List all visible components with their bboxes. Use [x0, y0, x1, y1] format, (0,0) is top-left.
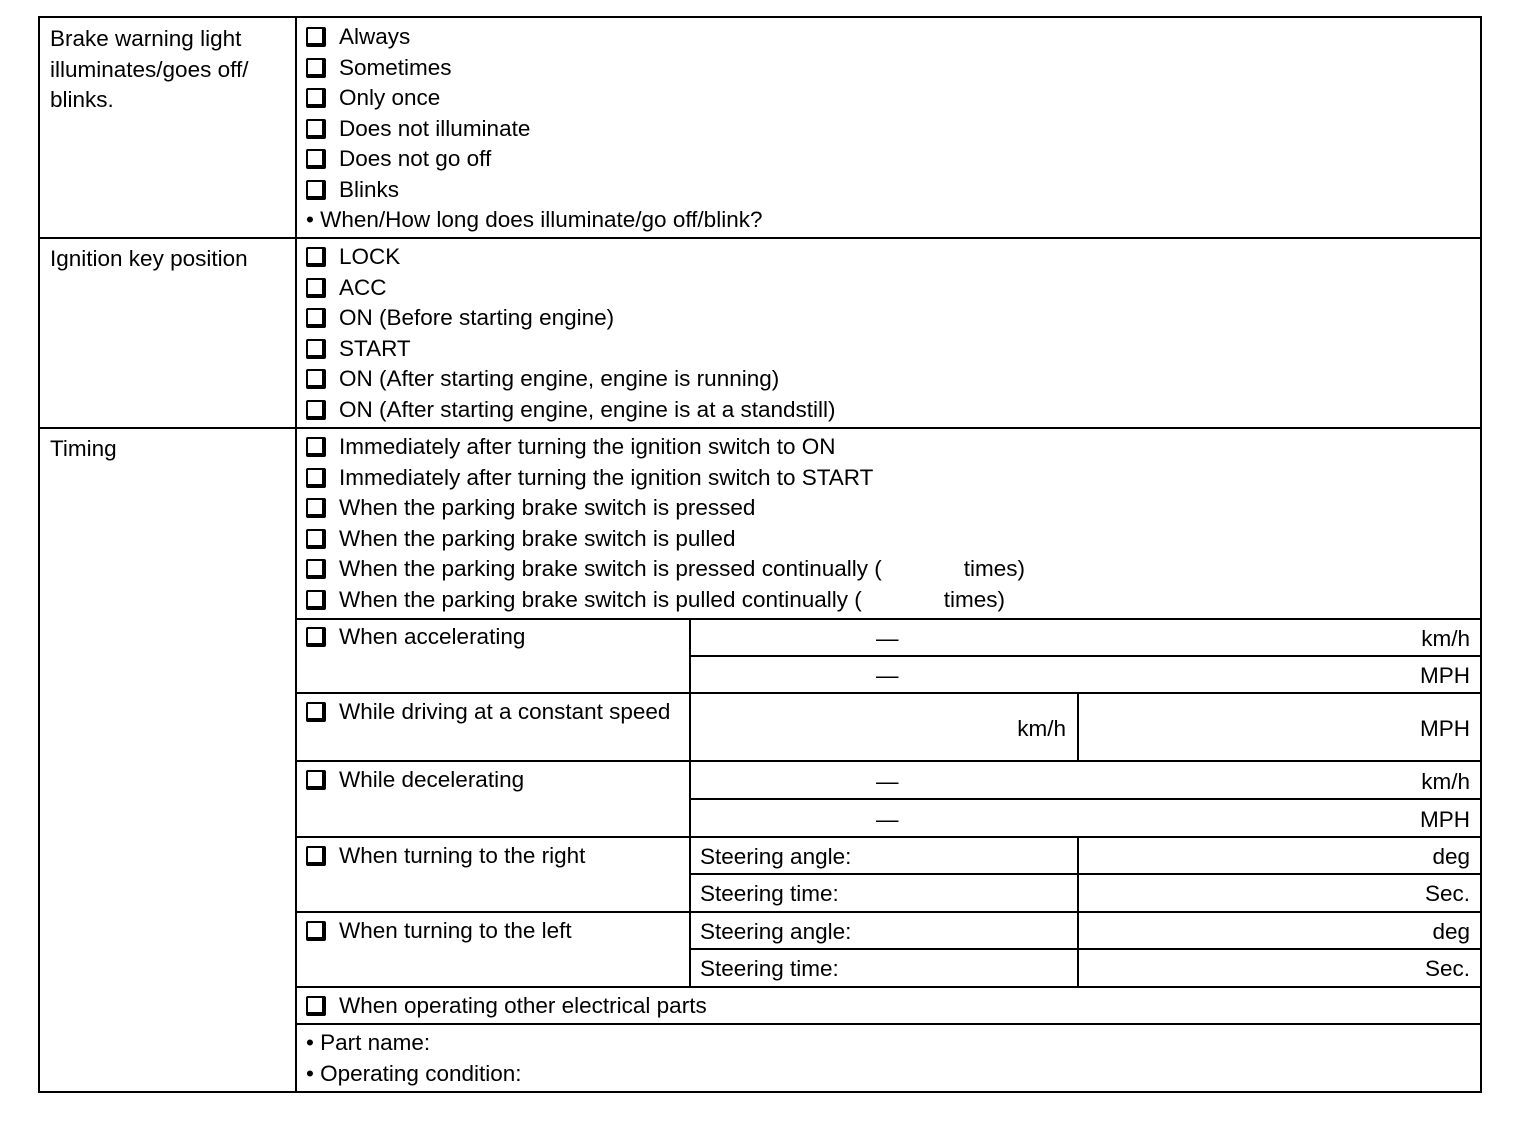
decelerating-dash-kmh: —: [876, 769, 899, 794]
decelerating-row[interactable]: While decelerating: [306, 765, 524, 796]
option-acc[interactable]: ACC: [306, 273, 1466, 304]
checkbox[interactable]: [306, 58, 326, 78]
checkbox[interactable]: [306, 88, 326, 108]
option-pressed-continually[interactable]: When the parking brake switch is pressed continually ( times): [306, 554, 1466, 585]
option-on-standstill[interactable]: ON (After starting engine, engine is at a standstill): [306, 395, 1466, 426]
checkbox[interactable]: [306, 437, 326, 457]
ignition-section-label: Ignition key position: [50, 246, 248, 271]
option-after-start[interactable]: Immediately after turning the ignition switch to START: [306, 463, 1466, 494]
decelerating-unit-mph: MPH: [1420, 807, 1470, 832]
option-brake-pressed[interactable]: When the parking brake switch is pressed: [306, 493, 1466, 524]
checkbox[interactable]: [306, 590, 326, 610]
turn-right-time-label: Steering time:: [700, 881, 839, 906]
option-pulled-continually[interactable]: When the parking brake switch is pulled continually ( times): [306, 585, 1466, 616]
checkbox[interactable]: [306, 339, 326, 359]
brake-section-label: Brake warning light illuminates/goes off/ blinks.: [50, 26, 249, 112]
turn-right-angle-label: Steering angle:: [700, 844, 852, 869]
column-divider: [295, 18, 297, 1091]
divider: [295, 911, 1480, 913]
option-always[interactable]: Always: [306, 22, 1466, 53]
constant-unit-kmh: km/h: [1017, 716, 1066, 741]
checkbox[interactable]: [306, 498, 326, 518]
checkbox[interactable]: [306, 921, 326, 941]
turn-left-angle-unit: deg: [1432, 919, 1470, 944]
divider: [689, 655, 1480, 657]
brake-options: [306, 22, 1466, 236]
option-lock[interactable]: LOCK: [306, 242, 1466, 273]
accelerating-dash-kmh: —: [876, 626, 899, 651]
option-on-before[interactable]: ON (Before starting engine): [306, 303, 1466, 334]
divider: [689, 948, 1480, 950]
accelerating-dash-mph: —: [876, 663, 899, 688]
turn-right-row[interactable]: When turning to the right: [306, 841, 585, 872]
part-name-label: • Part name:: [306, 1030, 431, 1056]
divider: [689, 873, 1480, 875]
divider: [295, 692, 1480, 694]
checkbox[interactable]: [306, 468, 326, 488]
checkbox[interactable]: [306, 247, 326, 267]
timing-section-label: Timing: [50, 436, 117, 461]
other-parts-row[interactable]: When operating other electrical parts: [306, 991, 707, 1022]
turn-left-time-label: Steering time:: [700, 956, 839, 981]
option-sometimes[interactable]: Sometimes: [306, 53, 1466, 84]
checkbox[interactable]: [306, 27, 326, 47]
divider: [295, 986, 1480, 988]
checkbox[interactable]: [306, 996, 326, 1016]
divider: [295, 836, 1480, 838]
checkbox[interactable]: [306, 559, 326, 579]
checkbox[interactable]: [306, 119, 326, 139]
option-does-not-go-off[interactable]: Does not go off: [306, 144, 1466, 175]
checkbox[interactable]: [306, 770, 326, 790]
option-blinks[interactable]: Blinks: [306, 175, 1466, 206]
turn-left-time-unit: Sec.: [1424, 956, 1470, 981]
checkbox[interactable]: [306, 627, 326, 647]
decelerating-unit-kmh: km/h: [1421, 769, 1470, 794]
option-brake-pulled[interactable]: When the parking brake switch is pulled: [306, 524, 1466, 555]
option-on-running[interactable]: ON (After starting engine, engine is running): [306, 364, 1466, 395]
constant-unit-mph: MPH: [1420, 716, 1470, 741]
checkbox[interactable]: [306, 400, 326, 420]
divider: [40, 427, 1480, 429]
ignition-options: [306, 242, 1466, 425]
turn-left-angle-label: Steering angle:: [700, 919, 852, 944]
divider: [1077, 836, 1079, 988]
accelerating-unit-kmh: km/h: [1421, 626, 1470, 651]
accelerating-row[interactable]: When accelerating: [306, 622, 525, 653]
divider: [689, 798, 1480, 800]
checkbox[interactable]: [306, 369, 326, 389]
diagnostic-form: [38, 16, 1482, 1093]
option-after-on[interactable]: Immediately after turning the ignition switch to ON: [306, 432, 1466, 463]
divider: [689, 618, 691, 988]
divider: [40, 237, 1480, 239]
accelerating-unit-mph: MPH: [1420, 663, 1470, 688]
checkbox[interactable]: [306, 529, 326, 549]
option-start[interactable]: START: [306, 334, 1466, 365]
checkbox[interactable]: [306, 308, 326, 328]
divider: [295, 1023, 1480, 1025]
turn-right-angle-unit: deg: [1432, 844, 1470, 869]
divider: [295, 618, 1480, 620]
checkbox[interactable]: [306, 278, 326, 298]
option-does-not-illuminate[interactable]: Does not illuminate: [306, 114, 1466, 145]
operating-condition-label: • Operating condition:: [306, 1060, 522, 1086]
checkbox[interactable]: [306, 149, 326, 169]
checkbox[interactable]: [306, 702, 326, 722]
brake-note: • When/How long does illuminate/go off/blink?: [306, 207, 763, 233]
checkbox[interactable]: [306, 846, 326, 866]
part-details: [306, 1028, 522, 1089]
checkbox[interactable]: [306, 180, 326, 200]
divider: [1077, 692, 1079, 762]
turn-right-time-unit: Sec.: [1424, 881, 1470, 906]
decelerating-dash-mph: —: [876, 807, 899, 832]
timing-options: [306, 432, 1466, 615]
option-only-once[interactable]: Only once: [306, 83, 1466, 114]
turn-left-row[interactable]: When turning to the left: [306, 916, 572, 947]
divider: [295, 760, 1480, 762]
constant-speed-row[interactable]: While driving at a constant speed: [306, 697, 676, 728]
